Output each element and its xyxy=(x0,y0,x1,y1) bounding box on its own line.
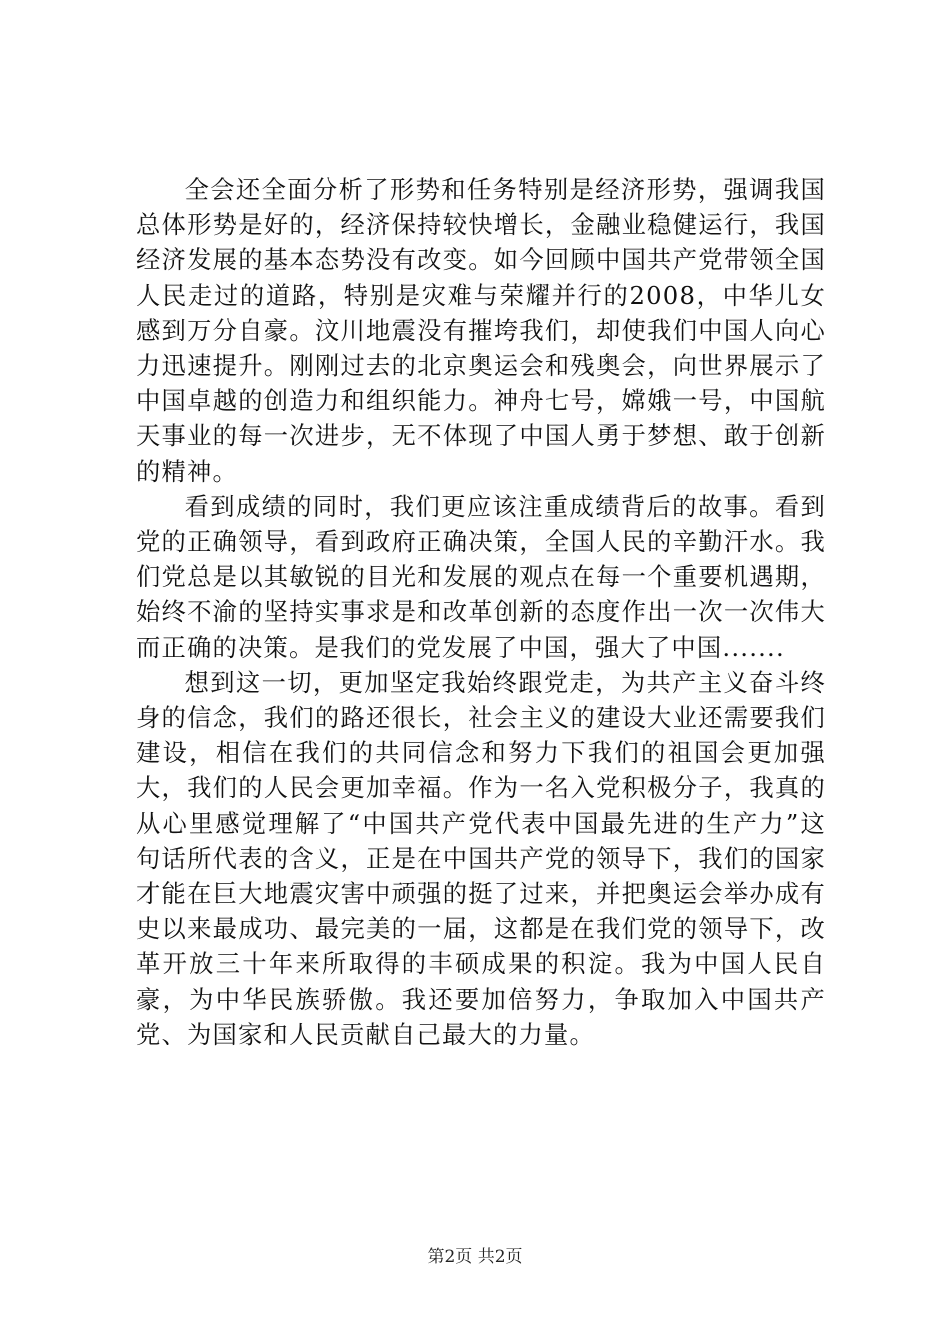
paragraph-3: 想到这一切，更加坚定我始终跟党走，为共产主义奋斗终身的信念，我们的路还很长，社会主义的建设大业还需要我们建设，相信在我们的共同信念和努力下我们的祖国会更加强大，我们的人民会更加幸福。作为一名入党积极分子，我真的从心里感觉理解了“中国共产党代表中国最先进的生产力”这句话所代表的含义，正是在中国共产党的领导下，我们的国家才能在巨大地震灾害中顽强的挺了过来，并把奥运会举办成有史以来最成功、最完美的一届，这都是在我们党的领导下，改革开放三十年来所取得的丰硕成果的积淀。我为中国人民自豪，为中华民族骄傲。我还要加倍努力，争取加入中国共产党、为国家和人民贡献自己最大的力量。 xyxy=(136,667,826,1049)
paragraph-1: 全会还全面分析了形势和任务特别是经济形势，强调我国总体形势是好的，经济保持较快增长，金融业稳健运行，我国经济发展的基本态势没有改变。如今回顾中国共产党带领全国人民走过的道路，特别是灾难与荣耀并行的2008，中华儿女感到万分自豪。汶川地震没有摧垮我们，却使我们中国人向心力迅速提升。刚刚过去的北京奥运会和残奥会，向世界展示了中国卓越的创造力和组织能力。神舟七号，嫦娥一号，中国航天事业的每一次进步，无不体现了中国人勇于梦想、敢于创新的精神。 xyxy=(136,175,826,486)
document-body xyxy=(136,172,826,1052)
page-footer: 第2页 共2页 xyxy=(427,1247,523,1267)
paragraph-2: 看到成绩的同时，我们更应该注重成绩背后的故事。看到党的正确领导，看到政府正确决策，全国人民的辛勤汗水。我们党总是以其敏锐的目光和发展的观点在每一个重要机遇期，始终不渝的坚持实事求是和改革创新的态度作出一次一次伟大而正确的决策。是我们的党发展了中国，强大了中国....... xyxy=(136,491,826,662)
